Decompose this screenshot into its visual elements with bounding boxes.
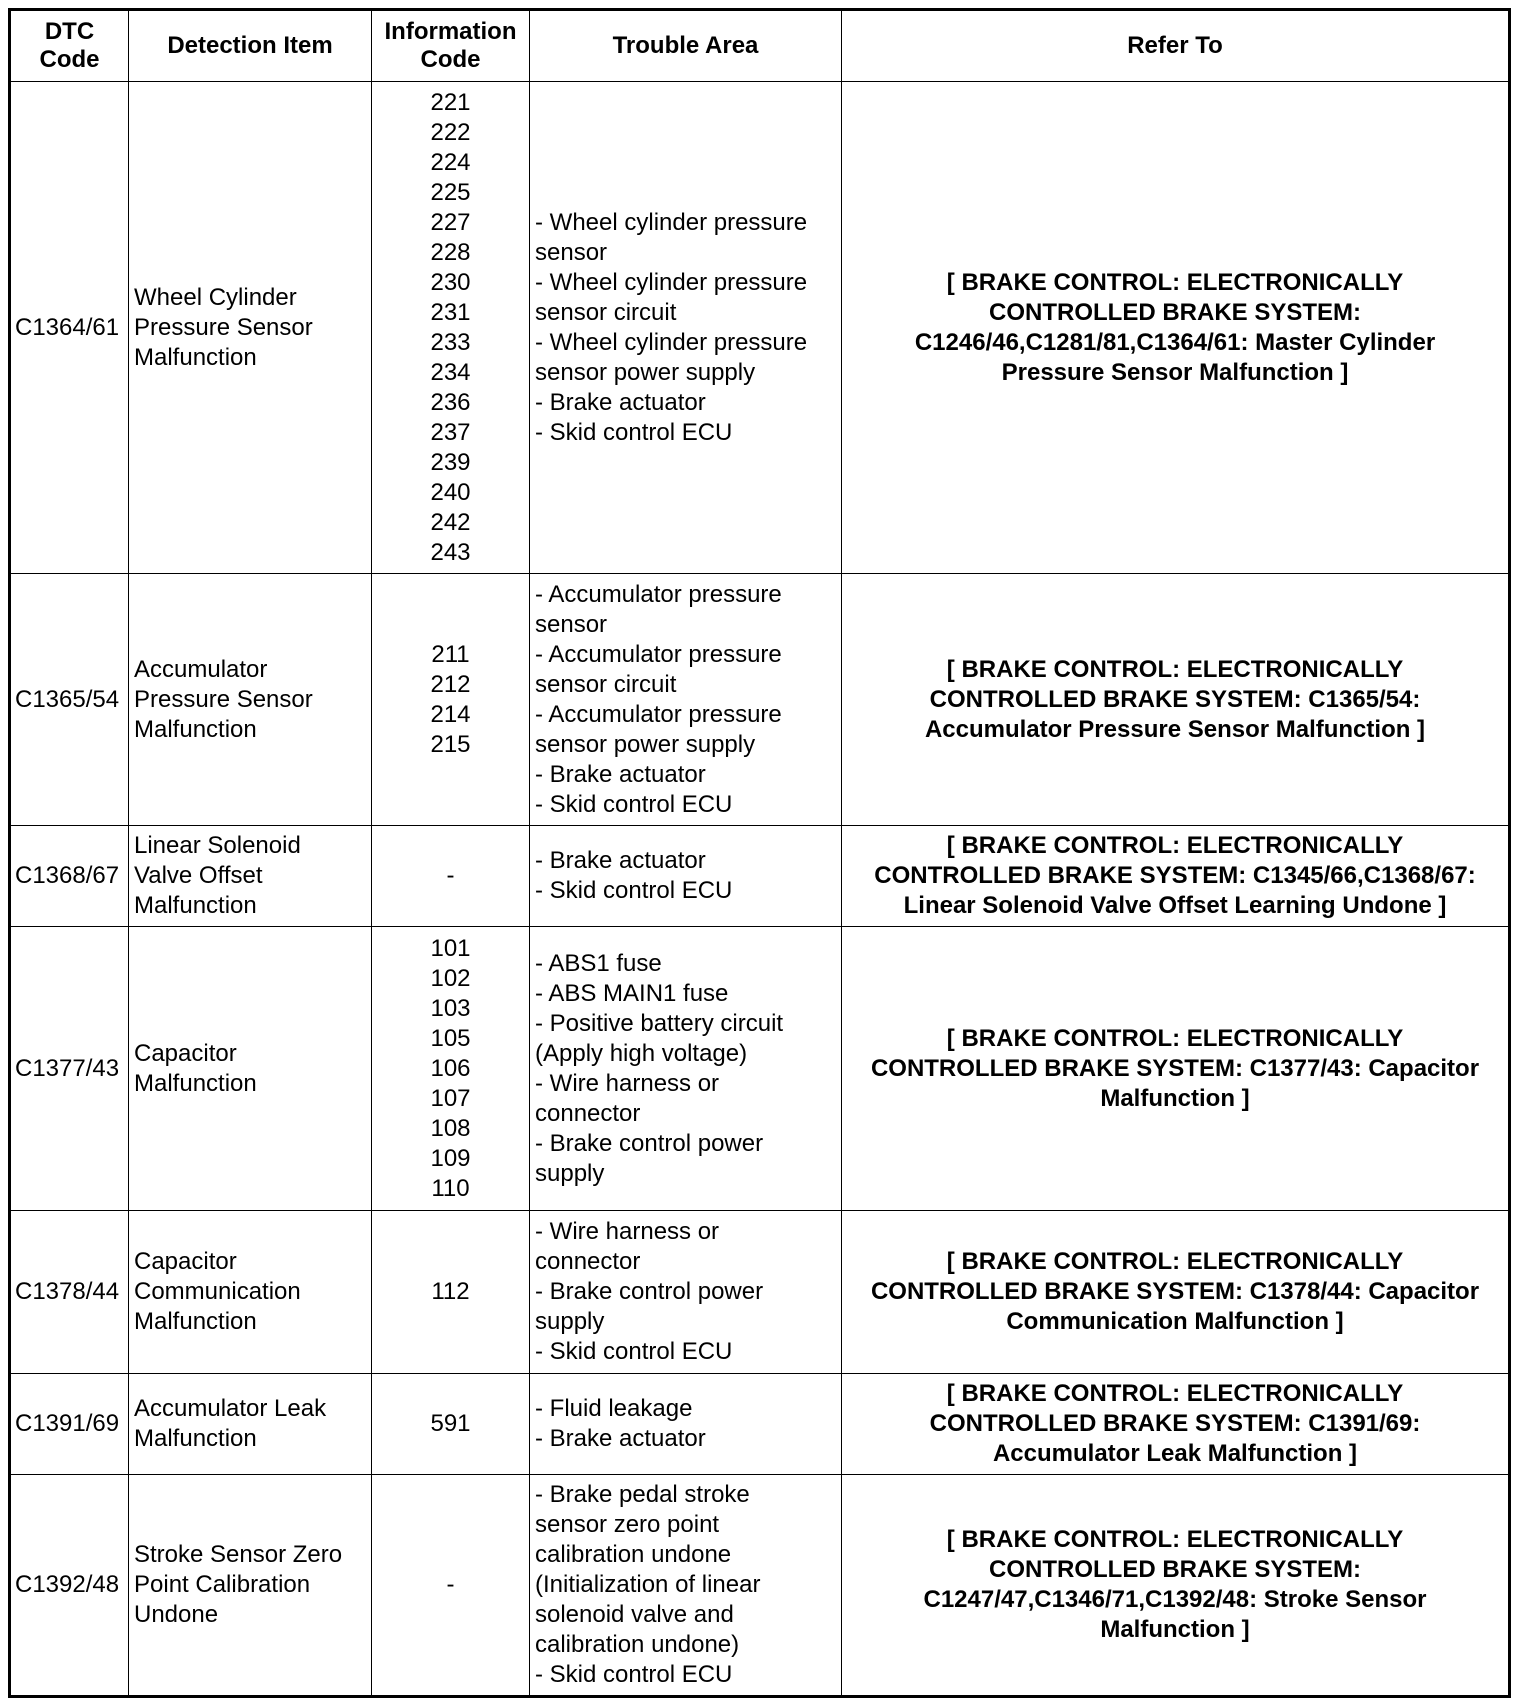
trouble-area-line: - Wire harness or (535, 1218, 720, 1245)
trouble-area-line: - Accumulator pressure (535, 700, 782, 728)
trouble-area-line: sensor power supply (535, 730, 756, 758)
trouble-area-line: (Initialization of linear (535, 1571, 761, 1598)
information-code-line: 107 (430, 1084, 471, 1112)
refer-to-cell (842, 927, 1510, 1211)
trouble-area-cell (530, 1475, 842, 1697)
detection-item-cell (129, 574, 372, 826)
detection-item-line: Accumulator Leak (134, 1395, 327, 1422)
table-row (10, 1374, 1510, 1475)
detection-item-line: Malfunction (134, 1425, 257, 1452)
table-body (10, 82, 1510, 1697)
table-row (10, 82, 1510, 574)
information-code-line: 234 (430, 358, 471, 386)
information-code-line: 101 (430, 934, 471, 962)
refer-to-cell (842, 1211, 1510, 1374)
refer-to-line: [ BRAKE CONTROL: ELECTRONICALLY (946, 1024, 1404, 1052)
table-row (10, 927, 1510, 1211)
dtc-code-cell: C1391/69 (10, 1374, 129, 1475)
information-code-line: - (446, 862, 455, 889)
detection-item-line: Pressure Sensor (134, 313, 313, 341)
trouble-area-line: sensor zero point (535, 1511, 720, 1538)
information-code-line: 231 (430, 298, 471, 326)
detection-item-cell (129, 826, 372, 927)
trouble-area-line: sensor circuit (535, 670, 677, 698)
refer-to-line: CONTROLLED BRAKE SYSTEM: C1365/54: (929, 685, 1421, 713)
refer-to-cell (842, 1374, 1510, 1475)
detection-item-line: Wheel Cylinder (134, 283, 297, 311)
refer-to-line: Communication Malfunction ] (1006, 1308, 1344, 1335)
trouble-area-line: - Wire harness or (535, 1069, 720, 1097)
information-code-line: 110 (431, 1174, 470, 1202)
trouble-area-line: - Skid control ECU (535, 418, 733, 446)
detection-item-line: Malfunction (134, 1069, 257, 1097)
information-code-line: - (446, 1571, 455, 1598)
refer-to-line: CONTROLLED BRAKE SYSTEM: C1377/43: Capacitor (870, 1054, 1480, 1082)
trouble-area-cell (530, 82, 842, 574)
dtc-code-cell: C1392/48 (10, 1475, 129, 1697)
header-refer-to: Refer To (842, 10, 1510, 82)
header-information-code-line: Information (384, 18, 517, 45)
trouble-area-line: - Brake actuator (535, 847, 706, 874)
table-row (10, 574, 1510, 826)
information-code-line: 228 (430, 238, 471, 266)
refer-to-line: CONTROLLED BRAKE SYSTEM: (989, 298, 1361, 326)
detection-item-line: Linear Solenoid (134, 832, 301, 859)
header-dtc-code (10, 10, 129, 82)
trouble-area-line: - Accumulator pressure (535, 640, 782, 668)
trouble-area-cell (530, 826, 842, 927)
trouble-area-line: - Skid control ECU (535, 1661, 733, 1688)
trouble-area-line: - Brake actuator (535, 760, 706, 788)
detection-item-line: Pressure Sensor (134, 685, 313, 713)
trouble-area-line: - ABS1 fuse (535, 949, 662, 977)
trouble-area-line: - Skid control ECU (535, 790, 733, 818)
detection-item-line: Undone (134, 1601, 219, 1628)
trouble-area-line: - Brake control power (535, 1129, 764, 1157)
detection-item-line: Malfunction (134, 343, 257, 371)
information-code-line: 214 (430, 700, 471, 728)
trouble-area-line: - Brake actuator (535, 1425, 706, 1452)
refer-to-line: [ BRAKE CONTROL: ELECTRONICALLY (946, 1380, 1404, 1407)
refer-to-line: CONTROLLED BRAKE SYSTEM: C1345/66,C1368/67: (874, 862, 1476, 889)
refer-to-line: [ BRAKE CONTROL: ELECTRONICALLY (946, 1526, 1404, 1553)
trouble-area-cell (530, 1211, 842, 1374)
trouble-area-line: supply (535, 1159, 605, 1187)
information-code-line: 227 (430, 208, 471, 236)
refer-to-cell (842, 1475, 1510, 1697)
refer-to-cell (842, 82, 1510, 574)
trouble-area-line: - Wheel cylinder pressure (535, 208, 808, 236)
trouble-area-line: - Skid control ECU (535, 1338, 733, 1365)
information-code-cell (372, 1374, 530, 1475)
detection-item-line: Accumulator (134, 655, 268, 683)
detection-item-cell (129, 82, 372, 574)
information-code-line: 215 (430, 730, 471, 758)
dtc-code-cell: C1364/61 (10, 82, 129, 574)
dtc-code-cell: C1378/44 (10, 1211, 129, 1374)
refer-to-cell (842, 574, 1510, 826)
information-code-line: 112 (431, 1278, 470, 1305)
trouble-area-line: - Fluid leakage (535, 1395, 693, 1422)
information-code-line: 103 (430, 994, 471, 1022)
information-code-line: 591 (430, 1410, 471, 1437)
detection-item-line: Capacitor (134, 1039, 237, 1067)
trouble-area-line: - ABS MAIN1 fuse (535, 979, 729, 1007)
refer-to-line: C1246/46,C1281/81,C1364/61: Master Cylinder (914, 328, 1436, 356)
information-code-line: 224 (430, 148, 471, 176)
header-dtc-code-line: Code (39, 46, 100, 73)
information-code-line: 240 (430, 478, 471, 506)
information-code-cell (372, 927, 530, 1211)
refer-to-line: [ BRAKE CONTROL: ELECTRONICALLY (946, 1248, 1404, 1275)
refer-to-line: CONTROLLED BRAKE SYSTEM: C1378/44: Capacitor (870, 1278, 1480, 1305)
trouble-area-line: solenoid valve and (535, 1601, 734, 1628)
trouble-area-line: - Brake pedal stroke (535, 1481, 750, 1508)
detection-item-cell (129, 1211, 372, 1374)
refer-to-line: [ BRAKE CONTROL: ELECTRONICALLY (946, 268, 1404, 296)
dtc-code-cell: C1365/54 (10, 574, 129, 826)
detection-item-line: Malfunction (134, 1308, 257, 1335)
dtc-code-cell: C1368/67 (10, 826, 129, 927)
trouble-area-cell (530, 1374, 842, 1475)
information-code-line: 230 (430, 268, 471, 296)
information-code-cell (372, 1475, 530, 1697)
table-row (10, 1211, 1510, 1374)
trouble-area-line: calibration undone) (535, 1631, 740, 1658)
information-code-line: 242 (430, 508, 471, 536)
detection-item-line: Capacitor (134, 1248, 237, 1275)
refer-to-cell (842, 826, 1510, 927)
information-code-cell (372, 82, 530, 574)
refer-to-line: CONTROLLED BRAKE SYSTEM: (989, 1556, 1361, 1583)
information-code-line: 243 (430, 538, 471, 566)
header-detection-item: Detection Item (129, 10, 372, 82)
header-trouble-area: Trouble Area (530, 10, 842, 82)
information-code-line: 211 (431, 640, 470, 668)
trouble-area-line: - Brake control power (535, 1278, 764, 1305)
detection-item-cell (129, 927, 372, 1211)
trouble-area-cell (530, 574, 842, 826)
detection-item-cell (129, 1374, 372, 1475)
refer-to-line: Malfunction ] (1100, 1084, 1250, 1112)
detection-item-line: Point Calibration (134, 1571, 311, 1598)
trouble-area-line: sensor circuit (535, 298, 677, 326)
information-code-line: 109 (430, 1144, 471, 1172)
refer-to-line: Accumulator Pressure Sensor Malfunction ] (924, 715, 1426, 743)
trouble-area-line: - Brake actuator (535, 388, 706, 416)
information-code-line: 106 (430, 1054, 471, 1082)
dtc-table (8, 8, 1511, 1698)
table-row (10, 826, 1510, 927)
trouble-area-line: - Skid control ECU (535, 877, 733, 904)
header-information-code (372, 10, 530, 82)
information-code-line: 236 (430, 388, 471, 416)
detection-item-line: Malfunction (134, 715, 257, 743)
header-dtc-code-line: DTC (44, 18, 95, 45)
refer-to-line: Malfunction ] (1100, 1616, 1250, 1643)
trouble-area-line: - Wheel cylinder pressure (535, 268, 808, 296)
information-code-line: 233 (430, 328, 471, 356)
information-code-line: 102 (430, 964, 471, 992)
detection-item-line: Malfunction (134, 892, 257, 919)
table-header-row (10, 10, 1510, 82)
information-code-line: 225 (430, 178, 471, 206)
trouble-area-line: connector (535, 1099, 641, 1127)
trouble-area-line: sensor power supply (535, 358, 756, 386)
detection-item-line: Valve Offset (134, 862, 263, 889)
information-code-line: 108 (430, 1114, 471, 1142)
refer-to-line: Linear Solenoid Valve Offset Learning Undone ] (903, 892, 1447, 919)
trouble-area-line: sensor (535, 610, 608, 638)
information-code-line: 222 (430, 118, 471, 146)
trouble-area-line: - Positive battery circuit (535, 1009, 784, 1037)
trouble-area-line: calibration undone (535, 1541, 732, 1568)
refer-to-line: [ BRAKE CONTROL: ELECTRONICALLY (946, 832, 1404, 859)
information-code-line: 237 (430, 418, 471, 446)
refer-to-line: CONTROLLED BRAKE SYSTEM: C1391/69: (929, 1410, 1421, 1437)
information-code-line: 212 (430, 670, 471, 698)
trouble-area-line: - Wheel cylinder pressure (535, 328, 808, 356)
information-code-line: 221 (430, 88, 471, 116)
trouble-area-cell (530, 927, 842, 1211)
trouble-area-line: connector (535, 1248, 641, 1275)
dtc-code-cell: C1377/43 (10, 927, 129, 1211)
refer-to-line: Accumulator Leak Malfunction ] (992, 1440, 1358, 1467)
trouble-area-line: - Accumulator pressure (535, 580, 782, 608)
information-code-cell (372, 826, 530, 927)
information-code-line: 239 (430, 448, 471, 476)
trouble-area-line: sensor (535, 238, 608, 266)
trouble-area-line: (Apply high voltage) (535, 1039, 748, 1067)
detection-item-line: Communication (134, 1278, 301, 1305)
refer-to-line: [ BRAKE CONTROL: ELECTRONICALLY (946, 655, 1404, 683)
refer-to-line: Pressure Sensor Malfunction ] (1001, 358, 1349, 386)
information-code-cell (372, 574, 530, 826)
table-row (10, 1475, 1510, 1697)
trouble-area-line: supply (535, 1308, 605, 1335)
header-information-code-line: Code (420, 46, 481, 73)
information-code-cell (372, 1211, 530, 1374)
refer-to-line: C1247/47,C1346/71,C1392/48: Stroke Sensor (923, 1586, 1427, 1613)
information-code-line: 105 (430, 1024, 471, 1052)
detection-item-line: Stroke Sensor Zero (134, 1541, 343, 1568)
detection-item-cell (129, 1475, 372, 1697)
